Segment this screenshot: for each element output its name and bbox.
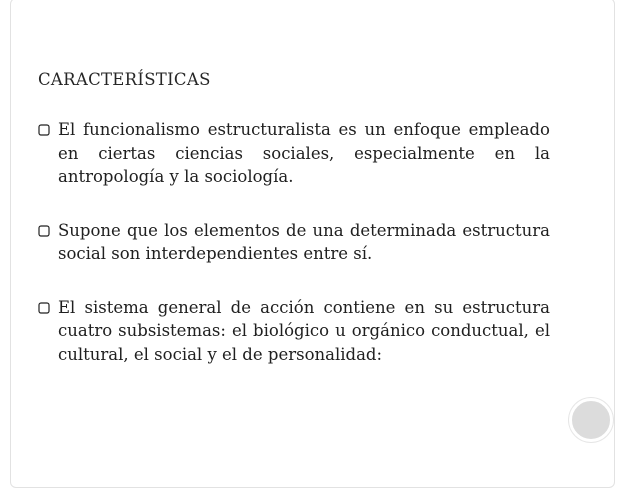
bullet-item <box>38 118 550 189</box>
bullet-item <box>38 296 550 367</box>
checkbox-square-icon <box>38 225 50 237</box>
bullet-item <box>38 219 550 266</box>
checkbox-square-icon <box>38 302 50 314</box>
bullet-text: El funcionalismo estructuralista es un enfoque empleado en ciertas ciencias sociales, especialmente en la antropología y la sociología. <box>58 120 550 186</box>
slide-title: CARACTERÍSTICAS <box>38 70 211 89</box>
checkbox-square-icon <box>38 124 50 136</box>
decorative-circle <box>569 398 613 442</box>
bullet-list <box>38 118 550 396</box>
bullet-text: El sistema general de acción contiene en su estructura cuatro subsistemas: el biológico u orgánico conductual, el cultural, el social y el de personalidad: <box>58 297 550 364</box>
bullet-text: Supone que los elementos de una determinada estructura social son interdependientes entre sí. <box>58 220 550 263</box>
